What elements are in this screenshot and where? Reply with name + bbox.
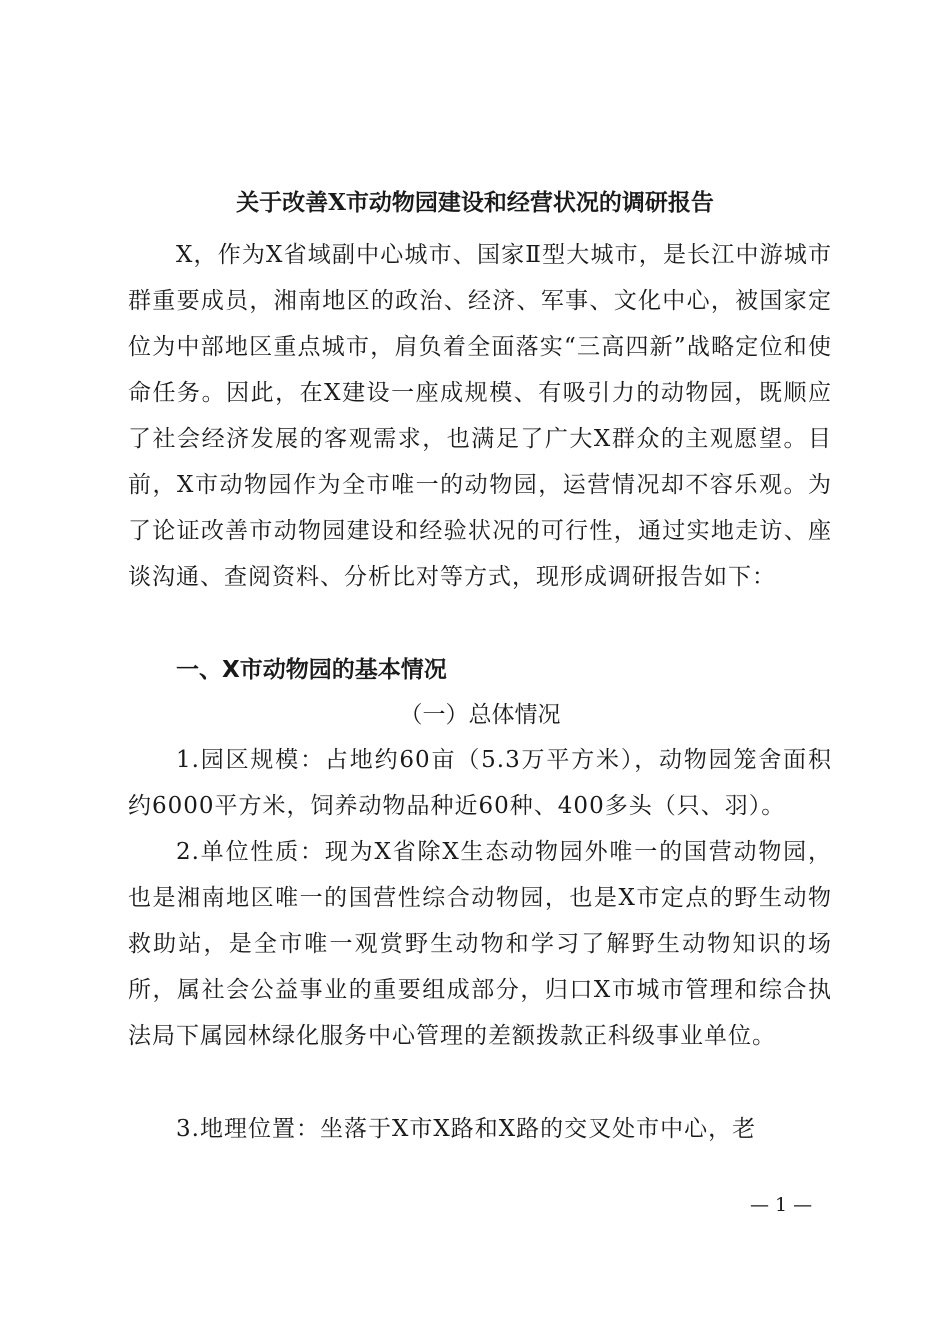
document-title: 关于改善X市动物园建设和经营状况的调研报告: [236, 189, 714, 216]
item-unit-nature: 2.单位性质：现为X省除X生态动物园外唯一的国营动物园，也是湘南地区唯一的国营性综合动物园，也是X市定点的野生动物救助站，是全市唯一观赏野生动物和学习了解野生动物知识的场所，属社会公益事业的重要组成部分，归口X市城市管理和综合执法局下属园林绿化服务中心管理的差额拨款正科级事业单位。: [128, 839, 832, 1049]
subsection-heading-overall: （一）总体情况: [399, 702, 561, 728]
page-number: — 1 —: [750, 1194, 813, 1216]
intro-paragraph: X，作为X省域副中心城市、国家Ⅱ型大城市，是长江中游城市群重要成员，湘南地区的政治、经济、军事、文化中心，被国家定位为中部地区重点城市，肩负着全面落实“三高四新”战略定位和使命任务。因此，在X建设一座成规模、有吸引力的动物园，既顺应了社会经济发展的客观需求，也满足了广大X群众的主观愿望。目前，X市动物园作为全市唯一的动物园，运营情况却不容乐观。为了论证改善市动物园建设和经验状况的可行性，通过实地走访、座谈沟通、查阅资料、分析比对等方式，现形成调研报告如下：: [128, 242, 832, 590]
section-heading-basic-situation: 一、X市动物园的基本情况: [176, 657, 447, 683]
item-location: 3.地理位置：坐落于X市X路和X路的交叉处市中心，老: [176, 1116, 757, 1142]
item-park-scale: 1.园区规模：占地约60亩（5.3万平方米），动物园笼舍面积约6000平方米，饲养动物品种近60种、400多头（只、羽）。: [128, 747, 832, 819]
